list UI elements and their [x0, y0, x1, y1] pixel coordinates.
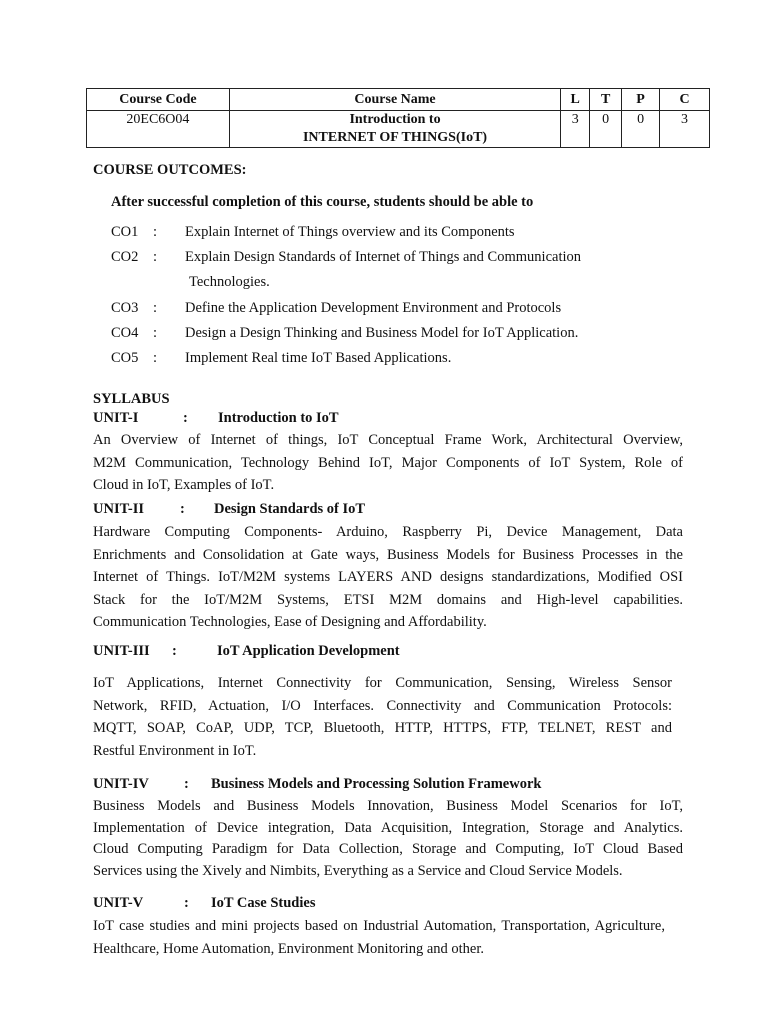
course-p: 0 [622, 111, 660, 148]
unit-title: Business Models and Processing Solution Framework [211, 776, 542, 792]
unit-title: Introduction to IoT [218, 410, 339, 426]
unit-text-line: Hardware Computing Components- Arduino, Raspberry Pi, Device Management, Data [93, 524, 683, 540]
header-course-code: Course Code [87, 89, 230, 111]
outcome-text: Implement Real time IoT Based Applications. [185, 350, 452, 366]
outcome-text-continuation: Technologies. [189, 274, 270, 290]
unit-text-line: M2M Communication, Technology Behind IoT, Major Components of IoT System, Role of [93, 454, 683, 471]
unit-text-line: Enrichments and Consolidation at Gate ways, Business Models for Business Processes in the [93, 546, 683, 563]
course-table-header-row [87, 89, 710, 111]
unit-colon: : [184, 776, 189, 792]
outcome-id: CO5 [111, 350, 139, 366]
outcomes-intro: After successful completion of this course, students should be able to [111, 194, 534, 210]
unit-text-line: An Overview of Internet of things, IoT Conceptual Frame Work, Architectural Overview, [93, 432, 683, 448]
outcome-colon: : [153, 224, 158, 240]
unit-label: UNIT-II [93, 501, 145, 517]
course-c: 3 [660, 111, 710, 148]
unit-text-line: Cloud in IoT, Examples of IoT. [93, 477, 275, 493]
unit-description [93, 796, 683, 882]
header-t: T [590, 89, 622, 111]
unit-text-line: Cloud Computing Paradigm for Data Collection, Storage and Computing, IoT Cloud Based [93, 841, 683, 857]
outcome-text: Explain Design Standards of Internet of Things and Communication [185, 249, 581, 265]
unit-text-line: Restful Environment in IoT. [93, 742, 257, 759]
unit-text-line: Implementation of Device integration, Data Acquisition, Integration, Storage and Analytics. [93, 819, 683, 836]
unit-text-line: MQTT, SOAP, CoAP, UDP, TCP, Bluetooth, HTTP, HTTPS, FTP, TELNET, REST and [93, 720, 672, 736]
course-table-row [87, 111, 710, 148]
header-l: L [561, 89, 590, 111]
course-code: 20EC6O04 [87, 111, 230, 148]
unit-text-line: Stack for the IoT/M2M Systems, ETSI M2M domains and High-level capabilities. [93, 591, 683, 608]
unit-heading [93, 641, 400, 661]
unit-text-line: Business Models and Business Models Innovation, Business Model Scenarios for IoT, [93, 798, 683, 814]
course-name-line1: Introduction to [349, 112, 441, 127]
outcome-id: CO1 [111, 224, 139, 240]
unit-heading [93, 408, 339, 428]
unit-label: UNIT-III [93, 643, 150, 659]
unit-description [93, 429, 683, 497]
unit-title: IoT Application Development [217, 643, 400, 659]
unit-label: UNIT-I [93, 410, 139, 426]
unit-text-line: Communication Technologies, Ease of Designing and Affordability. [93, 614, 487, 630]
outcome-id: CO4 [111, 325, 139, 341]
outcome-colon: : [153, 249, 158, 265]
outcome-colon: : [153, 325, 158, 341]
outcome-text: Explain Internet of Things overview and its Components [185, 224, 515, 240]
syllabus-heading: SYLLABUS [93, 391, 170, 407]
unit-label: UNIT-IV [93, 776, 149, 792]
unit-text-line: Network, RFID, Actuation, I/O Interfaces. Connectivity and Communication Protocols: [93, 697, 672, 714]
header-p: P [622, 89, 660, 111]
unit-text-line: Internet of Things. IoT/M2M systems LAYERS AND designs standardizations, Modified OSI [93, 569, 683, 585]
course-name-line2: INTERNET OF THINGS(IoT) [302, 130, 488, 145]
unit-text-line: IoT Applications, Internet Connectivity for Communication, Sensing, Wireless Sensor [93, 675, 672, 691]
header-c: C [660, 89, 710, 111]
unit-title: Design Standards of IoT [214, 501, 366, 517]
course-table [86, 88, 710, 148]
course-l: 3 [561, 111, 590, 148]
unit-heading [93, 893, 316, 913]
course-name [229, 111, 560, 148]
unit-text-line: Healthcare, Home Automation, Environment Monitoring and other. [93, 940, 485, 957]
unit-description [93, 915, 665, 960]
unit-label: UNIT-V [93, 895, 144, 911]
outcome-id: CO3 [111, 300, 139, 316]
outcome-text: Define the Application Development Environment and Protocols [185, 300, 562, 316]
unit-colon: : [180, 501, 185, 517]
outcome-id: CO2 [111, 249, 139, 265]
header-course-name: Course Name [229, 89, 560, 111]
outcome-colon: : [153, 300, 158, 316]
course-t: 0 [590, 111, 622, 148]
outcome-colon: : [153, 350, 158, 366]
unit-text-line: Services using the Xively and Nimbits, Everything as a Service and Cloud Service Models. [93, 862, 623, 879]
unit-description [93, 521, 683, 634]
unit-text-line: IoT case studies and mini projects based on Industrial Automation, Transportation, Agriculture, [93, 918, 665, 934]
unit-heading [93, 499, 366, 519]
unit-description [93, 672, 672, 762]
unit-colon: : [184, 895, 189, 911]
unit-heading [93, 774, 542, 794]
unit-title: IoT Case Studies [211, 895, 316, 911]
outcomes-heading: COURSE OUTCOMES: [93, 162, 247, 178]
unit-colon: : [172, 643, 177, 659]
outcome-text: Design a Design Thinking and Business Model for IoT Application. [185, 325, 579, 341]
unit-colon: : [183, 410, 188, 426]
